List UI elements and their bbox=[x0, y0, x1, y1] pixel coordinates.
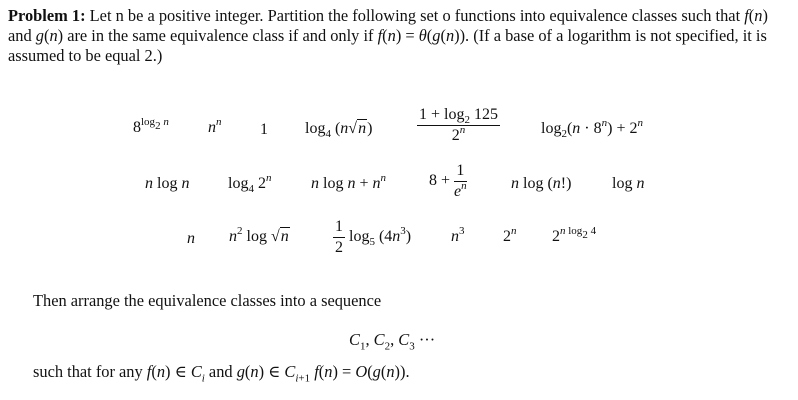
func-n-log-nfact: n log (n!) bbox=[511, 175, 572, 192]
func-n2-log-sqrt-n: $n^2$ log √n bbox=[229, 225, 289, 245]
problem-statement bbox=[8, 6, 792, 66]
func-8-pow-log2n: $8^{log_2 n}$ bbox=[133, 116, 169, 136]
func-frac-1-log2-125: $\frac{1 + \log_2 125}{2^n}$ bbox=[419, 106, 498, 144]
func-nlogn-plus-nn: n $\log n + n^n$ bbox=[311, 172, 386, 192]
func-log4-2n: $\log_4 2^n$ bbox=[228, 172, 272, 195]
func-log4-n-sqrt-n: $\log_4 (n√n)$ bbox=[305, 120, 373, 140]
func-n-log-n: n log n bbox=[145, 175, 190, 192]
func-half-log5-4n3: $\frac{1}{2}$ $\log_5 (4n^3)$ bbox=[335, 218, 412, 256]
sequence: $C_1$, $C_2$, $C_3$ ··· bbox=[349, 330, 436, 353]
func-log-n: log n bbox=[612, 175, 645, 192]
problem-text: Let n be a positive integer. Partition the following set o functions into equivalence classes such that f(n) and g(n) are in the same equivalence class if and only if f(n) = θ(g(n)). (If a base of a logarithm is not specified, it is assumed to be equal 2.) bbox=[8, 6, 768, 65]
problem-label: Problem 1: bbox=[8, 6, 86, 25]
func-2n-log2-4: $2^{n log_2 4}$ bbox=[552, 225, 597, 245]
func-log2-n8n-plus-2n: $\log_2(n \cdot 8^n) + 2^n$ bbox=[541, 117, 643, 140]
func-n: n bbox=[187, 230, 195, 247]
func-n-pow-n: $n^n$ bbox=[208, 116, 222, 136]
func-one: 1 bbox=[260, 121, 268, 138]
such-text: such that for any f(n) ∈ $C_i$ and g(n) ∈ $C_{i+1}$ f(n) = O(g(n)). bbox=[33, 362, 410, 385]
func-8-plus-1-over-en: 8 + $\frac{1}{e^n}$ bbox=[429, 162, 467, 200]
func-n3: $n^3$ bbox=[451, 225, 465, 245]
then-text: Then arrange the equivalence classes into a sequence bbox=[33, 291, 382, 310]
func-2n: 2$^n$ bbox=[503, 225, 517, 245]
